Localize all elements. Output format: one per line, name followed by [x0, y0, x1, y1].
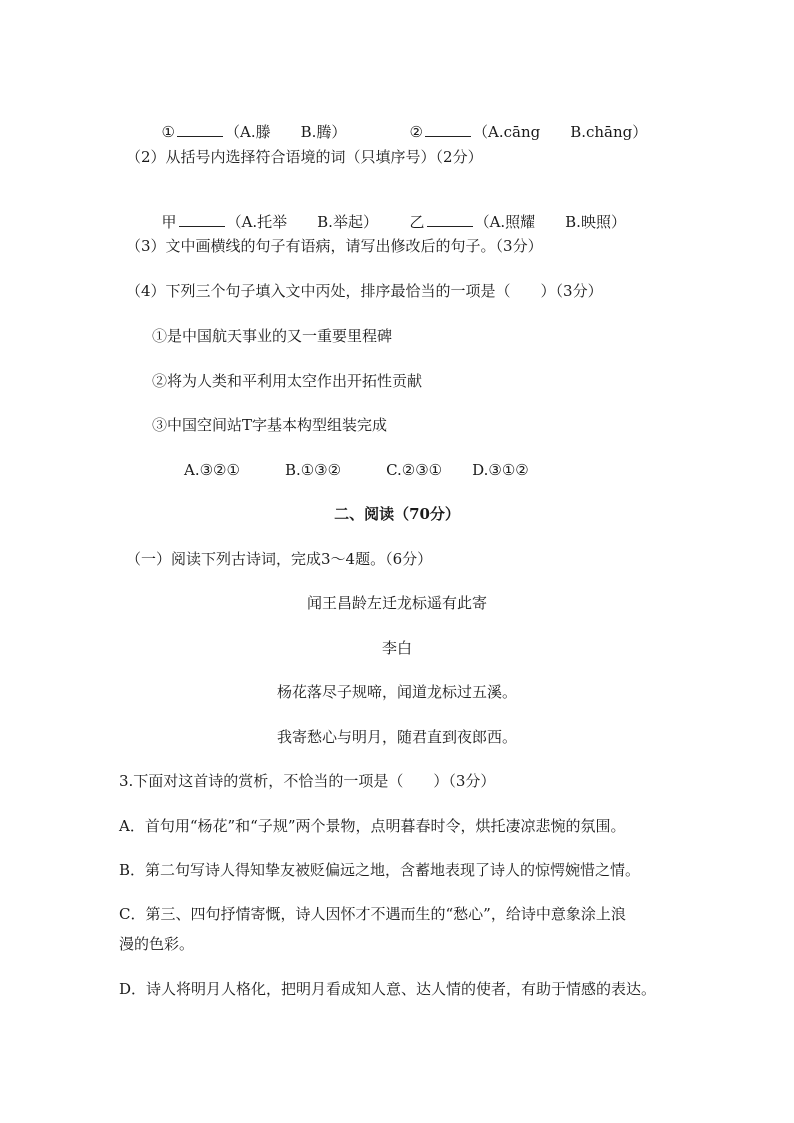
q3-option-a: A．首句用“杨花”和“子规”两个景物，点明暮春时令，烘托凄凉悲惋的氛围。 — [119, 817, 626, 835]
jia-blank[interactable] — [179, 212, 225, 227]
q1-options-line — [152, 102, 346, 142]
option-2-marker: ② — [409, 123, 423, 141]
jia-label: 甲 — [161, 213, 177, 231]
yi-choices: （A.照耀 B.映照） — [474, 213, 626, 231]
q3-prompt: 3.下面对这首诗的赏析，不恰当的一项是（ ）（3分） — [119, 772, 496, 790]
sentence-2: ②将为人类和平利用太空作出开拓性贡献 — [152, 372, 423, 390]
answer-blank-1[interactable] — [177, 122, 223, 137]
yi-blank[interactable] — [427, 212, 473, 227]
sentence-3: ③中国空间站T字基本构型组装完成 — [152, 416, 388, 434]
poem-title: 闻王昌龄左迁龙标遥有此寄 — [306, 594, 487, 612]
yi-line — [400, 192, 626, 232]
section-2-part-1: （一）阅读下列古诗词，完成3～4题。（6分） — [126, 550, 433, 568]
q3-option-b: B．第二句写诗人得知挚友被贬偏远之地，含蓄地表现了诗人的惊愕婉惜之情。 — [119, 861, 641, 879]
q2-sub4-prompt: （4）下列三个句子填入文中丙处，排序最恰当的一项是（ ）（3分） — [126, 282, 603, 300]
q2-sub3-prompt: （3）文中画横线的句子有语病，请写出修改后的句子。（3分） — [126, 237, 543, 255]
option-1-marker: ① — [161, 123, 175, 141]
q3-option-c-line-2: 漫的色彩。 — [119, 935, 195, 953]
q2-sub2-prompt: （2）从括号内选择符合语境的词（只填序号）（2分） — [126, 148, 483, 166]
q1-options-line-2 — [400, 102, 647, 142]
yi-label: 乙 — [409, 213, 425, 231]
q2-sub4-choices: A.③②① B.①③② C.②③① D.③①② — [184, 461, 529, 479]
answer-blank-2[interactable] — [425, 122, 471, 137]
option-2-choices: （A.cāng B.chāng） — [473, 123, 648, 141]
poem-line-1: 杨花落尽子规啼，闻道龙标过五溪。 — [276, 683, 517, 701]
poem-line-2: 我寄愁心与明月，随君直到夜郎西。 — [276, 728, 517, 746]
poem-author: 李白 — [381, 639, 412, 657]
section-2-title: 二、阅读（70分） — [334, 505, 460, 523]
sentence-1: ①是中国航天事业的又一重要里程碑 — [152, 327, 393, 345]
option-1-choices: （A.滕 B.腾） — [225, 123, 347, 141]
q3-option-c-line-1: C．第三、四句抒情寄慨，诗人因怀才不遇而生的“愁心”，给诗中意象涂上浪 — [119, 905, 626, 923]
jia-line — [152, 192, 378, 232]
jia-choices: （A.托举 B.举起） — [226, 213, 378, 231]
q3-option-d: D．诗人将明月人格化，把明月看成知人意、达人情的使者，有助于情感的表达。 — [119, 980, 657, 998]
